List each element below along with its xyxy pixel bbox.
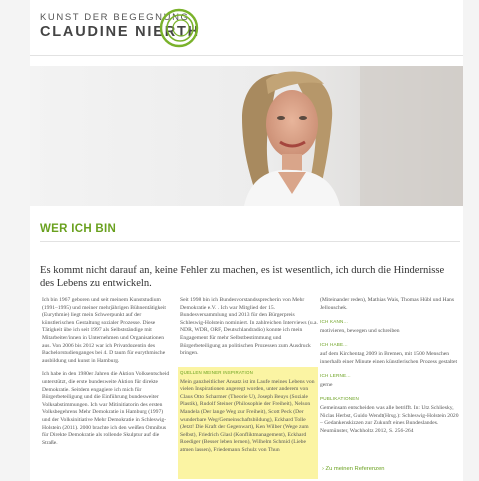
- header-divider: [30, 55, 463, 56]
- section-divider: [40, 241, 460, 242]
- publications-text: Gemeinsam entscheiden was alle betrifft. In: Utz Schliesky, Niclas Herbst, Guido Wendt(Hrsg.): Schleswig-Holstein 2020 – Gedankenskizzen zur Zukunft eines Bundeslandes. Neumünster, Wachholtz 2012, S. 256-264: [320, 404, 459, 434]
- lead-quote: Es kommt nicht darauf an, keine Fehler zu machen, es ist wesentlich, ich durch die Hindernisse des Lebens zu entwickeln.: [40, 265, 445, 289]
- lerne-text: gerne: [320, 381, 333, 388]
- references-link[interactable]: [322, 466, 385, 472]
- kann-label: ICH KANN...: [320, 319, 348, 325]
- inspiration-text: Mein ganzheitlicher Ansatz ist im Laufe meines Lebens von vielen Inspirationen angeregt worden, unter anderem von Claus Otto Scharmer (Theorie U), Joseph Beuys (Soziale Plastik), Rudolf Steiner (Philosophie der Freiheit), Nelson Mandela (Der lange Weg zur Freiheit), Scott Peck (Der wunderbare Weg/Gemeinschaftsbildung), Eckhard Tolle (Jetzt! Die Kraft der Gegenwart), Ken Wilber (Wege zum Selbst), Friedrich Glasl (Konfliktmanagement), Eckhard Roediger (Besser leben lernen), Wilhelm Schmid (Liebe atmen lassen), Friedemann Schulz von Thun: [180, 378, 315, 453]
- section-title: WER ICH BIN: [40, 223, 117, 235]
- lerne-label: ICH LERNE...: [320, 373, 351, 379]
- bio-paragraph: Seit 1998 bin ich Bundesvorstandssprecherin von Mehr Demokratie e.V. . Ich war Mitglied der 15. Bundesversammlung und 2013 für den Bürgerpreis Schleswig-Holstein nominiert. In zahlreichen Interviews (u.a. NDR, WDR, ORF, Deutschlandradio) konnte ich mein Engagement für mehr Selbstbestimmung und Bürgerbeteiligung an politischen Prozessen zum Ausdruck bringen.: [180, 297, 318, 357]
- hero-portrait-image: [30, 66, 463, 206]
- logo-name: CLAUDINE NIERTH: [40, 24, 200, 40]
- bio-paragraph: Ich bin 1967 geboren und seit meinem Kunststudium (1991–1995) und meiner mehrjährigen Bühnentätigkeit (Eurythmie) liegt mein Schwerpunkt auf der künstlerischen Gestaltung sozialer Prozesse. Diese Tätigkeit übe ich seit 1997 als Selbstständige mit Mitarbeiter/innen in Unternehmen und Organisationen aus. Von 2006 bis 2012 war ich Privatdozentin des Bachelorstudienganges bei 4. D taum für eurythmische ausbildung und kunst in Hamburg.: [42, 297, 166, 364]
- inspiration-heading: QUELLEN MEINER INSPIRATION: [180, 370, 253, 375]
- habe-text: auf dem Kirchentag 2009 in Bremen, mit 1500 Menschen innerhalb einer Minute einen künstlerischen Prozess gestaltet: [320, 350, 458, 365]
- logo-circles-icon: [159, 8, 199, 48]
- site-logo[interactable]: [40, 8, 340, 48]
- inspiration-block: [180, 369, 318, 455]
- publications-label: PUBLIKATIONEN: [320, 396, 360, 402]
- page: [30, 0, 463, 481]
- logo-subtitle: KUNST DER BEGEGNUNG: [40, 12, 190, 23]
- biography-column-2: [180, 297, 320, 364]
- bio-paragraph: Ich habe in den 1980er Jahren die Aktion Volksentscheid unterstützt, die erste bundesweite Aktion für direkte Demokratie. Seitdem engagiere ich mich für Bürgerbeteiligung und die Einführung bundesweiter Volksabstimmungen. Ich war Mitinitiatorin des ersten Volksbegehrens Mehr Demokratie in Hamburg (1997) und der Volksinitiative Mehr Demokratie in Schleswig-Holstein (2011). 2000 brachte ich den weißen Omnibus für Direkte Demokratie als rollende Skulptur auf die Straße.: [42, 371, 170, 446]
- biography-column-1: [42, 297, 172, 453]
- kann-text: motivieren, bewegen und schreiben: [320, 327, 400, 334]
- bio-paragraph: (Miteinander reden), Mathias Wais, Thomas Hübl und Hans Jellouschek.: [320, 297, 455, 311]
- references-link-label: Zu meinen Referenzen: [325, 466, 385, 472]
- chevron-right-icon: ›: [322, 466, 326, 472]
- habe-label: ICH HABE...: [320, 342, 348, 348]
- biography-column-3: [320, 297, 460, 441]
